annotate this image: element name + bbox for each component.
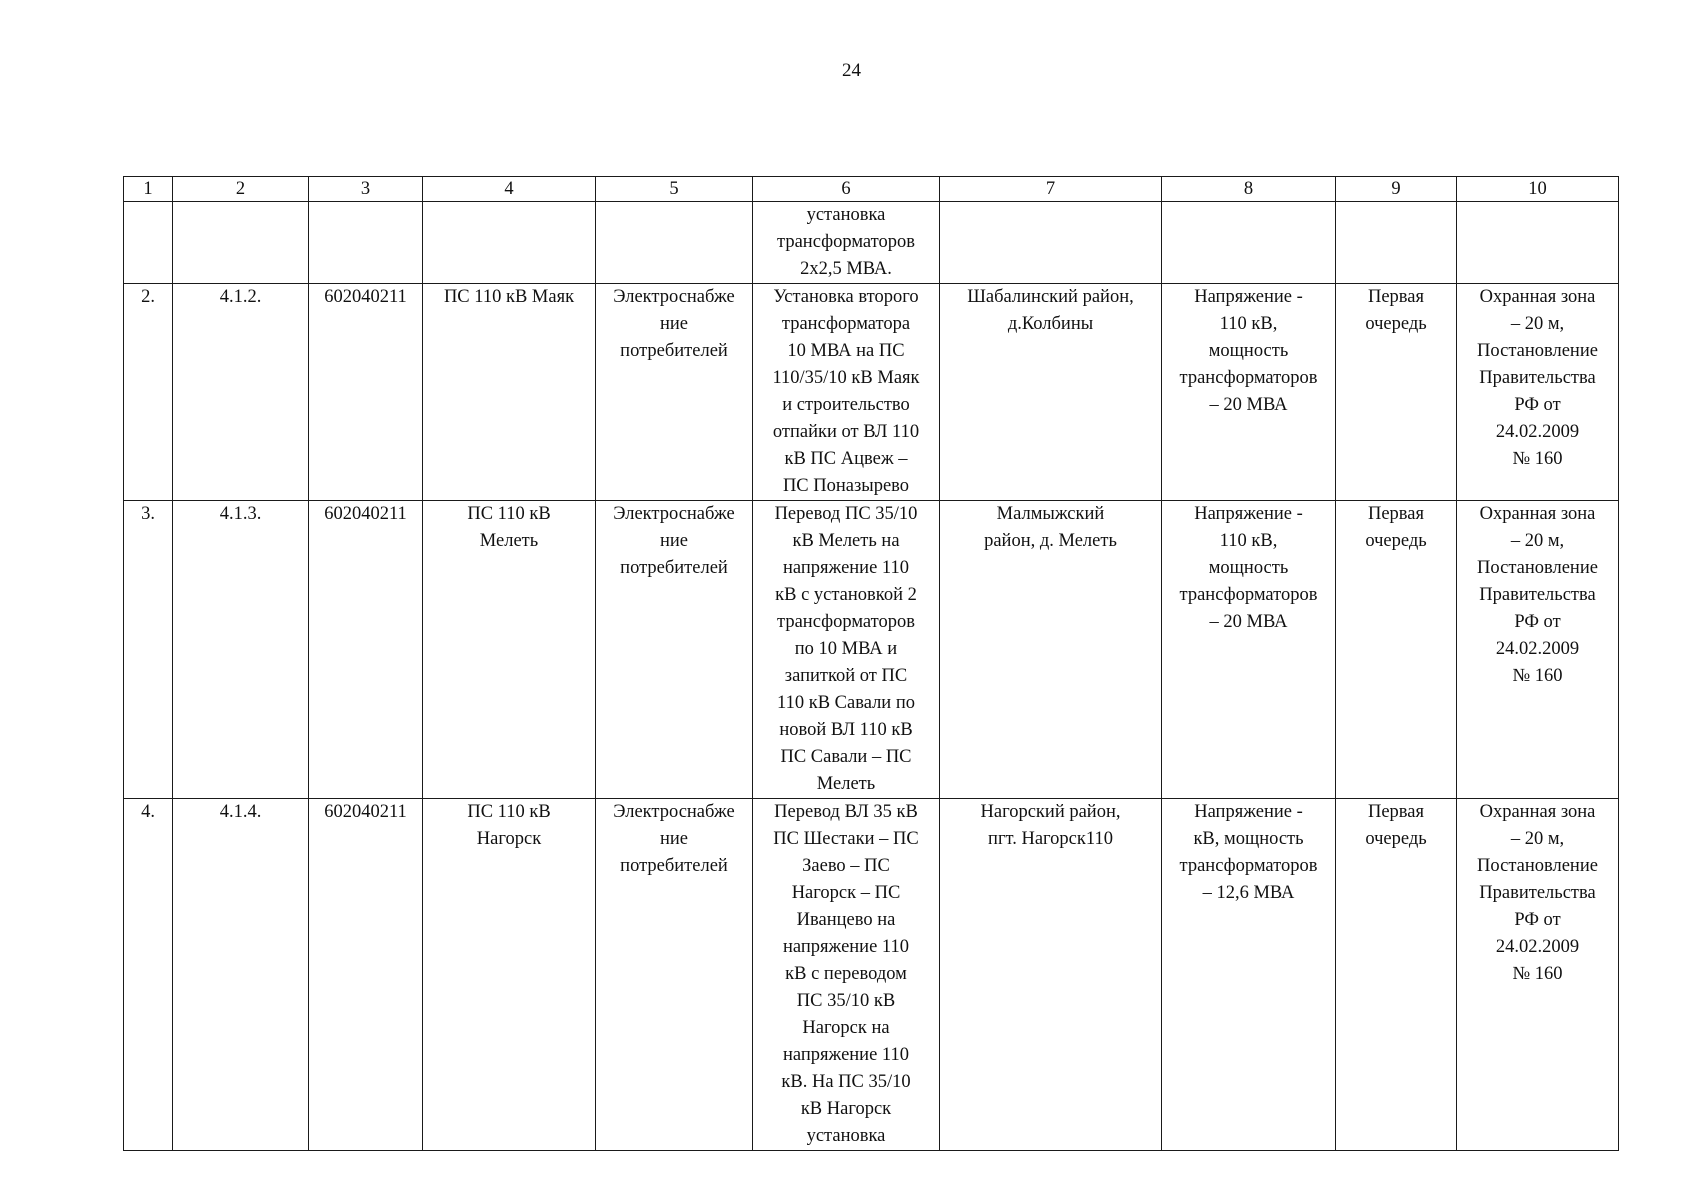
zone-cell: Охранная зона – 20 м, Постановление Правительства РФ от 24.02.2009 № 160 [1457, 799, 1619, 1151]
parameters-cell: Напряжение - кВ, мощность трансформаторов – 12,6 МВА [1162, 799, 1336, 1151]
column-number: 5 [596, 177, 753, 202]
column-number-row [124, 177, 1619, 202]
empty-cell [124, 202, 173, 284]
stage-cell: Первая очередь [1336, 284, 1457, 501]
column-number: 7 [940, 177, 1162, 202]
id-cell: 602040211 [309, 284, 423, 501]
name-cell: ПС 110 кВ Нагорск [423, 799, 596, 1151]
column-number: 3 [309, 177, 423, 202]
parameters-cell: Напряжение - 110 кВ, мощность трансформаторов – 20 МВА [1162, 284, 1336, 501]
table-row [124, 799, 1619, 1151]
location-cell: Малмыжский район, д. Мелеть [940, 501, 1162, 799]
code-cell: 4.1.3. [173, 501, 309, 799]
id-cell: 602040211 [309, 799, 423, 1151]
objects-table [123, 176, 1619, 1151]
continuation-row [124, 202, 1619, 284]
name-cell: ПС 110 кВ Мелеть [423, 501, 596, 799]
zone-cell: Охранная зона – 20 м, Постановление Правительства РФ от 24.02.2009 № 160 [1457, 501, 1619, 799]
table-row [124, 501, 1619, 799]
column-number: 4 [423, 177, 596, 202]
row-number-cell: 2. [124, 284, 173, 501]
table-row [124, 284, 1619, 501]
description-cell: Установка второго трансформатора 10 МВА на ПС 110/35/10 кВ Маяк и строительство отпайки от ВЛ 110 кВ ПС Ацвеж – ПС Поназырево [753, 284, 940, 501]
description-cell: Перевод ВЛ 35 кВ ПС Шестаки – ПС Заево – ПС Нагорск – ПС Иванцево на напряжение 110 кВ с переводом ПС 35/10 кВ Нагорск на напряжение 110 кВ. На ПС 35/10 кВ Нагорск установка [753, 799, 940, 1151]
empty-cell [309, 202, 423, 284]
stage-cell: Первая очередь [1336, 799, 1457, 1151]
column-number: 8 [1162, 177, 1336, 202]
row-number-cell: 4. [124, 799, 173, 1151]
description-cell: Перевод ПС 35/10 кВ Мелеть на напряжение 110 кВ с установкой 2 трансформаторов по 10 МВА и запиткой от ПС 110 кВ Савали по новой ВЛ 110 кВ ПС Савали – ПС Мелеть [753, 501, 940, 799]
stage-cell: Первая очередь [1336, 501, 1457, 799]
column-number: 9 [1336, 177, 1457, 202]
empty-cell [1336, 202, 1457, 284]
empty-cell [423, 202, 596, 284]
code-cell: 4.1.4. [173, 799, 309, 1151]
column-number: 1 [124, 177, 173, 202]
id-cell: 602040211 [309, 501, 423, 799]
empty-cell [173, 202, 309, 284]
column-number: 10 [1457, 177, 1619, 202]
column-number: 2 [173, 177, 309, 202]
purpose-cell: Электроснабже ние потребителей [596, 284, 753, 501]
purpose-cell: Электроснабже ние потребителей [596, 501, 753, 799]
empty-cell [596, 202, 753, 284]
description-cell: установка трансформаторов 2х2,5 МВА. [753, 202, 940, 284]
empty-cell [940, 202, 1162, 284]
column-number: 6 [753, 177, 940, 202]
empty-cell [1457, 202, 1619, 284]
location-cell: Нагорский район, пгт. Нагорск110 [940, 799, 1162, 1151]
empty-cell [1162, 202, 1336, 284]
purpose-cell: Электроснабже ние потребителей [596, 799, 753, 1151]
location-cell: Шабалинский район, д.Колбины [940, 284, 1162, 501]
page-number: 24 [842, 60, 861, 81]
name-cell: ПС 110 кВ Маяк [423, 284, 596, 501]
parameters-cell: Напряжение - 110 кВ, мощность трансформаторов – 20 МВА [1162, 501, 1336, 799]
row-number-cell: 3. [124, 501, 173, 799]
zone-cell: Охранная зона – 20 м, Постановление Правительства РФ от 24.02.2009 № 160 [1457, 284, 1619, 501]
code-cell: 4.1.2. [173, 284, 309, 501]
